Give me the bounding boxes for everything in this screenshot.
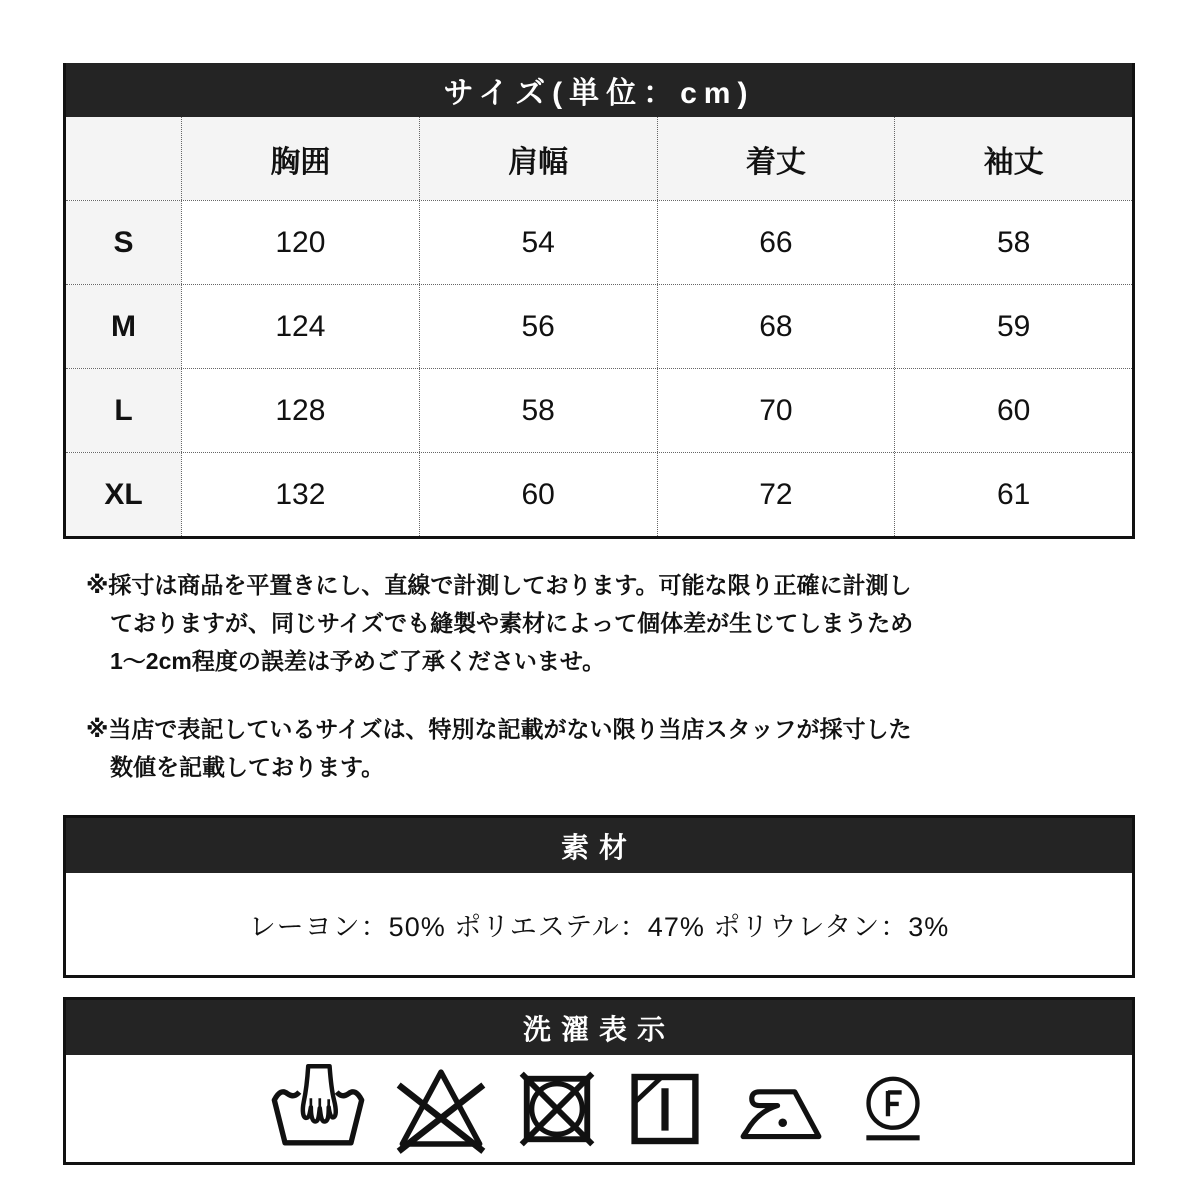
note2-line1: ※当店で表記しているサイズは、特別な記載がない限り当店スタッフが採寸した	[86, 716, 912, 742]
cell-s-length: 66	[657, 201, 895, 284]
note1-line2: ておりますが、同じサイズでも縫製や素材によって個体差が生じてしまうため	[110, 610, 914, 636]
table-row-m	[66, 284, 1132, 368]
table-row-l	[66, 368, 1132, 452]
cell-s-chest: 120	[181, 201, 419, 284]
cell-m-chest: 124	[181, 285, 419, 368]
col-header-sleeve: 袖丈	[894, 117, 1132, 200]
size-table-title-bar	[66, 63, 1132, 117]
material-section	[63, 815, 1135, 978]
iron-low-heat-icon	[731, 1066, 831, 1152]
size-table	[63, 63, 1135, 539]
note1-line3: 1〜2cm程度の誤差は予めご了承くださいませ。	[110, 648, 606, 674]
cell-m-length: 68	[657, 285, 895, 368]
cell-s-shoulder: 54	[419, 201, 657, 284]
cell-s-sleeve: 58	[894, 201, 1132, 284]
row-label-l: L	[66, 369, 181, 452]
col-header-length: 着丈	[657, 117, 895, 200]
col-header-shoulder: 肩幅	[419, 117, 657, 200]
cell-xl-chest: 132	[181, 453, 419, 536]
cell-m-sleeve: 59	[894, 285, 1132, 368]
col-header-chest: 胸囲	[181, 117, 419, 200]
corner-cell	[66, 117, 181, 200]
cell-xl-sleeve: 61	[894, 453, 1132, 536]
material-title: 素材	[560, 831, 637, 863]
table-row-s	[66, 200, 1132, 284]
laundry-section	[63, 997, 1135, 1165]
size-table-header-row	[66, 117, 1132, 200]
drip-dry-in-shade-icon	[625, 1065, 705, 1153]
row-label-s: S	[66, 201, 181, 284]
cell-l-chest: 128	[181, 369, 419, 452]
note2-line2: 数値を記載しております。	[110, 754, 385, 780]
do-not-bleach-icon	[393, 1063, 489, 1155]
dry-clean-f-gentle-icon	[857, 1062, 929, 1156]
cell-l-shoulder: 58	[419, 369, 657, 452]
cell-l-sleeve: 60	[894, 369, 1132, 452]
do-not-tumble-dry-icon	[515, 1066, 599, 1152]
laundry-icons	[66, 1055, 1132, 1162]
hand-wash-icon	[269, 1064, 367, 1154]
table-row-xl	[66, 452, 1132, 536]
row-label-m: M	[66, 285, 181, 368]
cell-xl-length: 72	[657, 453, 895, 536]
cell-xl-shoulder: 60	[419, 453, 657, 536]
row-label-xl: XL	[66, 453, 181, 536]
laundry-title: 洗濯表示	[522, 1013, 675, 1045]
material-content: レーヨン：50% ポリエステル：47% ポリウレタン：3%	[248, 911, 950, 942]
laundry-title-bar	[66, 1000, 1132, 1055]
cell-l-length: 70	[657, 369, 895, 452]
size-table-title: サイズ(単位：cm)	[443, 77, 755, 110]
material-title-bar	[66, 818, 1132, 873]
measurement-notes	[86, 566, 986, 786]
cell-m-shoulder: 56	[419, 285, 657, 368]
note1-line1: ※採寸は商品を平置きにし、直線で計測しております。可能な限り正確に計測し	[86, 572, 912, 598]
